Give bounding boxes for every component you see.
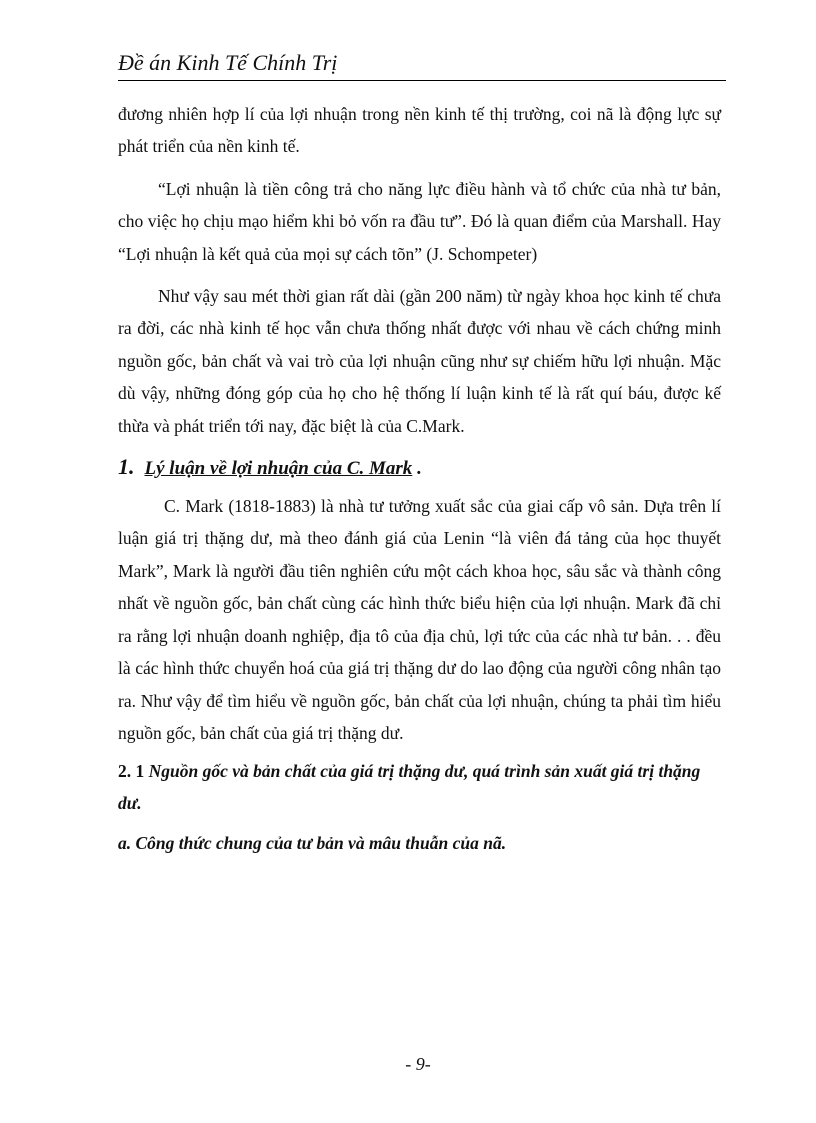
paragraph: Như vậy sau mét thời gian rất dài (gần 200 năm) từ ngày khoa học kinh tế chưa ra đời, các nhà kinh tế học vẫn chưa thống nhất được với nhau về cách chứng minh nguồn gốc, bản chất và vai trò của lợi nhuận cũng như sự chiếm hữu lợi nhuận. Mặc dù vậy, những đóng góp của họ cho hệ thống lí luận kinh tế là rất quí báu, được kế thừa và phát triển tới nay, đặc biệt là của C.Mark.	[118, 286, 721, 436]
paragraph: đương nhiên hợp lí của lợi nhuận trong nền kinh tế thị trường, coi nã là động lực sự phát triển của nền kinh tế.	[118, 104, 721, 157]
page-number: - 9-	[405, 1054, 431, 1074]
page-header	[118, 48, 726, 81]
section-heading-2	[118, 755, 721, 819]
section-heading-3: a. Công thức chung của tư bản và mâu thuẫn của nã.	[118, 833, 507, 854]
section-heading-1	[118, 450, 721, 486]
section-title: Lý luận về lợi nhuận của C. Mark	[144, 458, 413, 480]
paragraph: “Lợi nhuận là tiền công trả cho năng lực điều hành và tổ chức của nhà tư bản, cho việc họ chịu mạo hiểm khi bỏ vốn ra đầu tư”. Đó là quan điểm của Marshall. Hay “Lợi nhuận là kết quả của mọi sự cách tõn” (J. Schompeter)	[118, 178, 721, 264]
section-title: Nguồn gốc và bản chất của giá trị thặng dư, quá trình sản xuất giá trị thặng dư.	[118, 761, 701, 814]
section-number: 2. 1	[118, 761, 149, 782]
section-title-tail: .	[412, 458, 422, 480]
paragraph: C. Mark (1818-1883) là nhà tư tưởng xuất sắc của giai cấp vô sản. Dựa trên lí luận giá trị thặng dư, mà theo đánh giá của Lenin “là viên đá tảng của học thuyết Mark”, Mark là người đầu tiên nghiên cứu một cách khoa học, sâu sắc và thành công nhất về nguồn gốc, bản chất cùng các hình thức biểu hiện của lợi nhuận. Mark đã chỉ ra rằng lợi nhuận doanh nghiệp, địa tô của địa chủ, lợi tức của các nhà tư bản. . . đều là các hình thức chuyển hoá của giá trị thặng dư do lao động của người công nhân tạo ra. Như vậy để tìm hiểu về nguồn gốc, bản chất của lợi nhuận, chúng ta phải tìm hiểu nguồn gốc, bản chất của giá trị thặng dư.	[118, 496, 721, 743]
section-number: 1.	[118, 454, 135, 480]
header-title: Đề án Kinh Tế Chính Trị	[118, 50, 338, 75]
page-body	[118, 98, 721, 859]
